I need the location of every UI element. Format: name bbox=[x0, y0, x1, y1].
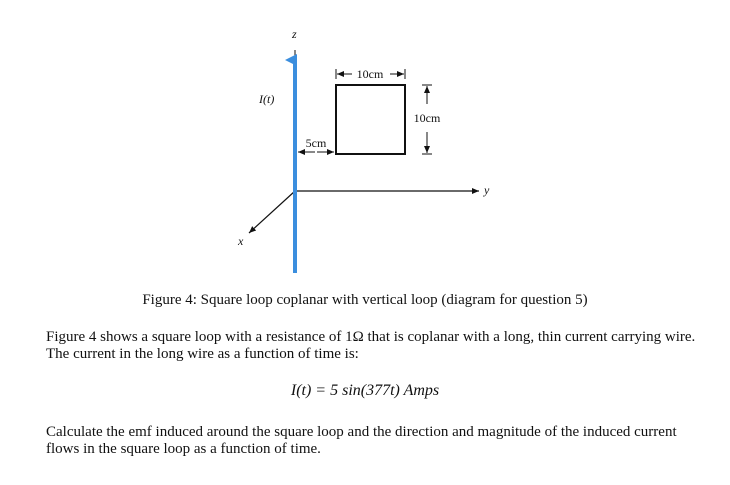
current-label: I(t) bbox=[259, 92, 275, 106]
figure-caption: Figure 4: Square loop coplanar with vertical loop (diagram for question 5) bbox=[142, 292, 588, 308]
z-axis-label: z bbox=[292, 27, 297, 41]
current-equation: I(t) = 5 sin(377t) Amps bbox=[290, 382, 440, 399]
y-axis-label: y bbox=[484, 183, 490, 197]
square-loop bbox=[336, 85, 405, 154]
x-axis-label: x bbox=[238, 234, 244, 248]
x-axis bbox=[249, 191, 295, 233]
problem-statement: Figure 4 shows a square loop with a resistance of 1Ω that is coplanar with a long, thin current carrying wire. The current in the long wire as a function of time is: bbox=[46, 329, 696, 362]
gap-label: 5cm bbox=[305, 136, 327, 150]
width-label: 10cm bbox=[356, 67, 384, 81]
height-label: 10cm bbox=[413, 111, 441, 125]
question-text: Calculate the emf induced around the square loop and the direction and magnitude of the induced current flows in the square loop as a function of time. bbox=[46, 424, 677, 457]
